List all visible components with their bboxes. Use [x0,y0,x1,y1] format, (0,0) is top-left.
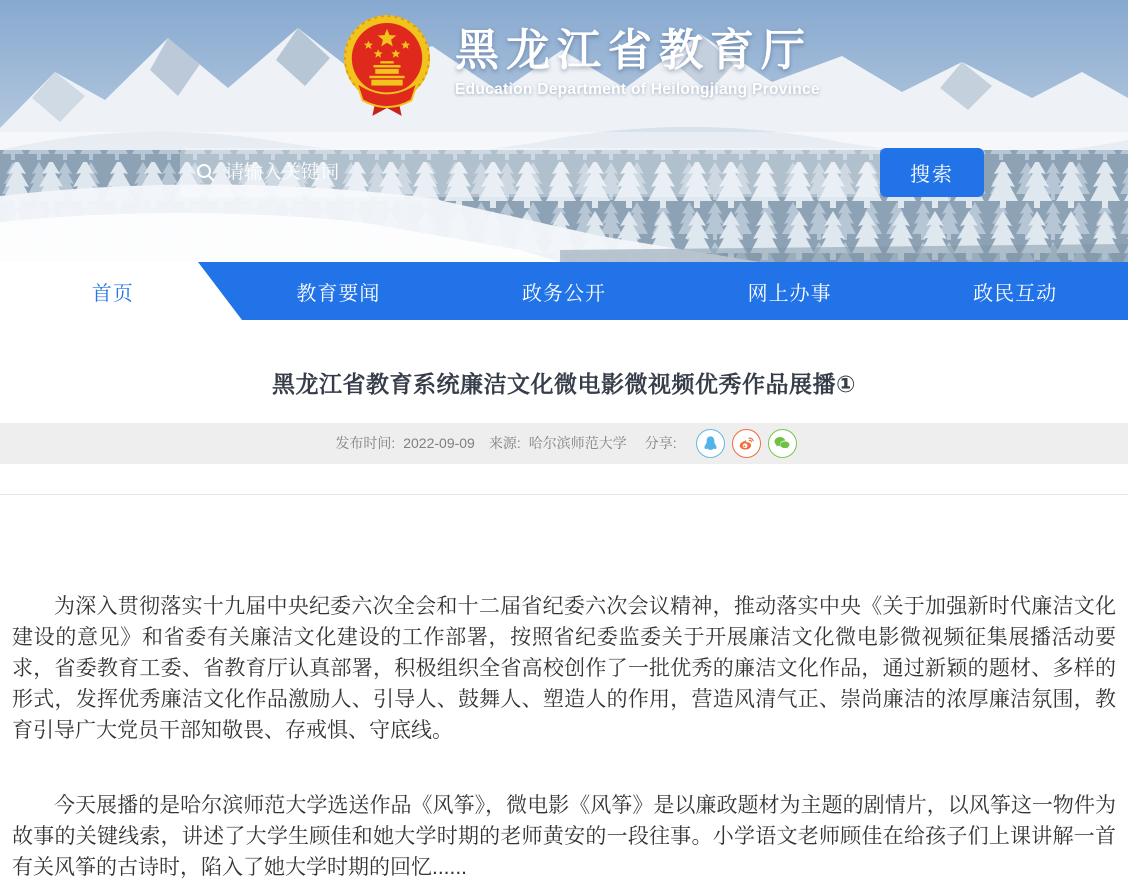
article-paragraph: 今天展播的是哈尔滨师范大学选送作品《风筝》，微电影《风筝》是以廉政题材为主题的剧情片，以风筝这一物件为故事的关键线索，讲述了大学生顾佳和她大学时期的老师黄安的一段往事。小学语文老师顾佳在给孩子们上课讲解一首有关风筝的古诗时，陷入了她大学时期的回忆...... [12,793,1116,879]
nav-item-government-affairs[interactable]: 政务公开 [521,282,606,305]
publish-time-label: 发布时间: [335,435,396,452]
hero-banner [0,0,1128,262]
search-box [180,148,880,197]
nav-item-public-interaction[interactable]: 政民互动 [973,282,1058,305]
china-national-emblem-icon [343,14,431,118]
search-icon [196,163,215,182]
main-nav [0,262,1128,320]
wechat-share-icon[interactable] [768,429,797,458]
article-title: 黑龙江省教育系统廉洁文化微电影微视频优秀作品展播① [272,371,856,397]
article-meta-bar [0,423,1128,464]
source-label: 来源: [488,435,521,452]
search-button[interactable]: 搜索 [880,148,984,197]
nav-item-education-news[interactable]: 教育要闻 [296,282,381,305]
qq-share-icon[interactable] [696,429,725,458]
share-label: 分享: [644,435,677,452]
nav-item-online-services[interactable]: 网上办事 [747,282,832,305]
site-title: 黑龙江省教育厅 [455,26,812,75]
nav-item-home[interactable]: 首页 [91,282,134,305]
weibo-share-icon[interactable] [732,429,761,458]
search-bar [180,148,984,197]
site-subtitle: Education Department of Heilongjiang Province [455,80,820,98]
source-value: 哈尔滨师范大学 [528,435,627,452]
article-paragraph: 为深入贯彻落实十九届中央纪委六次全会和十二届省纪委六次会议精神，推动落实中央《关于加强新时代廉洁文化建设的意见》和省委有关廉洁文化建设的工作部署，按照省纪委监委关于开展廉洁文化微电影微视频征集展播活动要求，省委教育工委、省教育厅认真部署，积极组织全省高校创作了一批优秀的廉洁文化作品，通过新颖的题材、多样的形式，发挥优秀廉洁文化作品激励人、引导人、鼓舞人、塑造人的作用，营造风清气正、崇尚廉洁的浓厚廉洁氛围，教育引导广大党员干部知敬畏、存戒惧、守底线。 [12,594,1116,742]
share-icons [689,429,797,458]
publish-time-value: 2022-09-09 [403,435,475,452]
article-body [0,495,1128,883]
search-input[interactable] [225,148,880,197]
site-brand [343,14,820,118]
article-header [0,320,1128,495]
